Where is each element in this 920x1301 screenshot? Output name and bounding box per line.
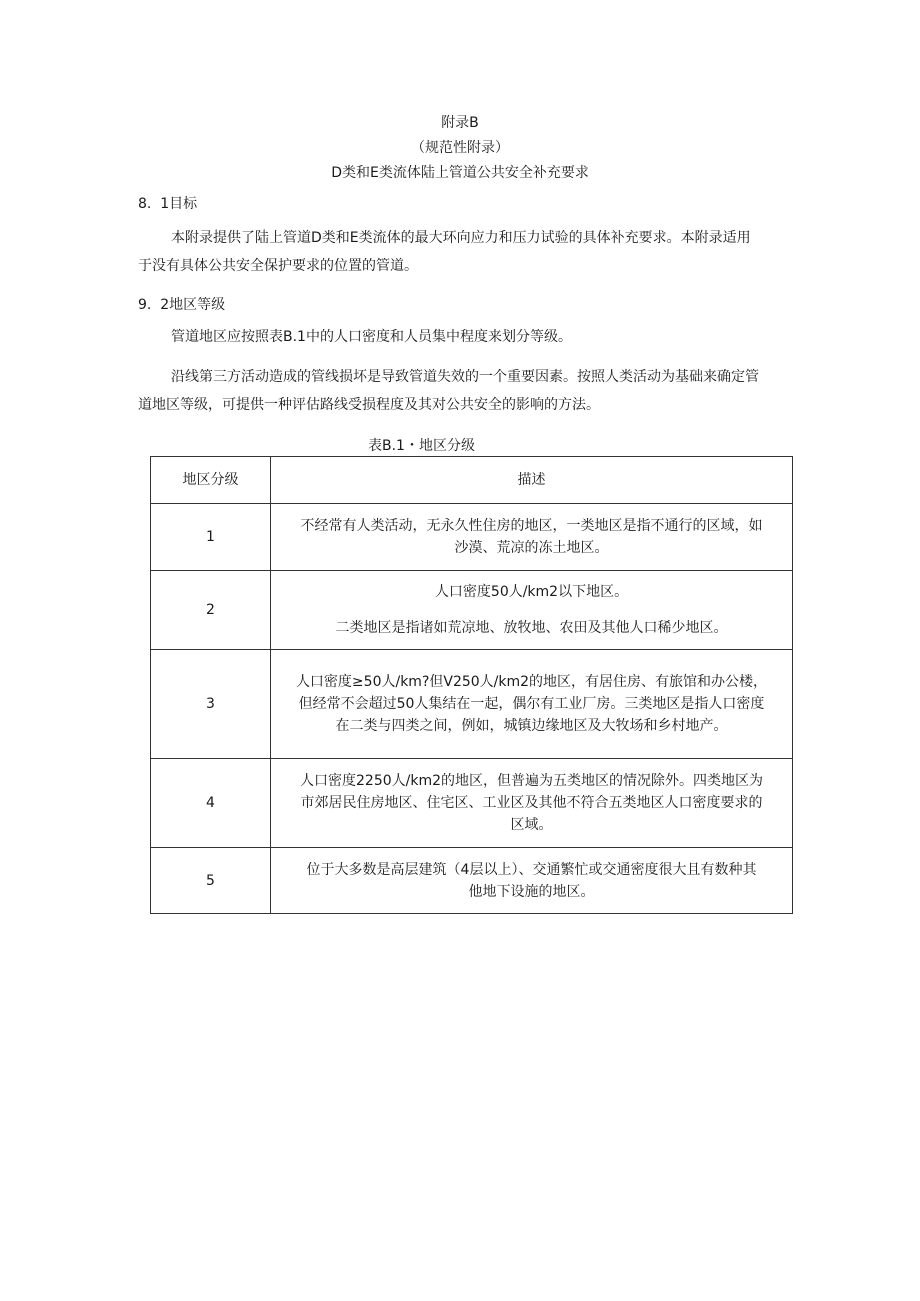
grade-cell: 1 (151, 504, 271, 571)
description-line: 但经常不会超过50人集结在一起，偶尔有工业厂房。三类地区是指人口密度 (298, 696, 765, 712)
appendix-label: 附录B (441, 115, 479, 131)
section-heading-zone-grade: 9. 2地区等级 (138, 297, 226, 313)
grade-cell: 4 (151, 759, 271, 848)
paragraph-line: 管道地区应按照表B.1中的人口密度和人员集中程度来划分等级。 (171, 329, 572, 345)
paragraph-line: 道地区等级，可提供一种评估路线受损程度及其对公共安全的影响的方法。 (138, 397, 600, 413)
description-cell (271, 759, 793, 848)
table-row (151, 504, 793, 571)
description-line: 二类地区是指诸如荒凉地、放牧地、农田及其他人口稀少地区。 (335, 620, 728, 636)
section-heading-objective: 8. 1目标 (138, 196, 198, 212)
description-line: 市郊居民住房地区、住宅区、工业区及其他不符合五类地区人口密度要求的 (300, 795, 763, 811)
description-line: 人口密度≥50人/km?但V250人/km2的地区，有居住房、有旅馆和办公楼， (295, 674, 768, 690)
grade-cell: 3 (151, 650, 271, 759)
table-row (151, 848, 793, 914)
description-line: 区域。 (510, 817, 553, 833)
paragraph-line: 于没有具体公共安全保护要求的位置的管道。 (138, 258, 418, 274)
description-line: 不经常有人类活动，无永久性住房的地区，一类地区是指不通行的区域，如 (300, 518, 763, 534)
description-line: 他地下设施的地区。 (468, 883, 595, 900)
grade-cell: 2 (151, 571, 271, 650)
description-cell (271, 504, 793, 571)
page-title: D类和E类流体陆上管道公共安全补充要求 (331, 165, 589, 181)
header-grade: 地区分级 (151, 457, 271, 504)
description-line: 人口密度2250人/km2的地区，但普遍为五类地区的情况除外。四类地区为 (300, 773, 763, 789)
description-cell (271, 848, 793, 914)
paragraph-line: 本附录提供了陆上管道D类和E类流体的最大环向应力和压力试验的具体补充要求。本附录适用 (171, 230, 751, 246)
description-line: 沙漠、荒凉的冻土地区。 (454, 540, 609, 556)
table-row (151, 571, 793, 650)
grade-cell: 5 (151, 848, 271, 914)
description-line: 在二类与四类之间，例如，城镇边缘地区及大牧场和乡村地产。 (335, 718, 728, 734)
description-line: 位于大多数是高层建筑（4层以上）、交通繁忙或交通密度很大且有数种其 (306, 861, 757, 878)
header-description: 描述 (271, 457, 793, 504)
normative-label: （规范性附录） (411, 140, 509, 156)
table-header-row (151, 457, 793, 504)
description-line: 人口密度50人/km2以下地区。 (434, 584, 629, 600)
paragraph-line: 沿线第三方活动造成的管线损坏是导致管道失效的一个重要因素。按照人类活动为基础来确定管 (171, 369, 759, 385)
zone-grade-table (150, 456, 793, 914)
description-cell (271, 571, 793, 650)
table-caption: 表B.1・地区分级 (368, 438, 475, 454)
table-row (151, 650, 793, 759)
table-row (151, 759, 793, 848)
description-cell (271, 650, 793, 759)
